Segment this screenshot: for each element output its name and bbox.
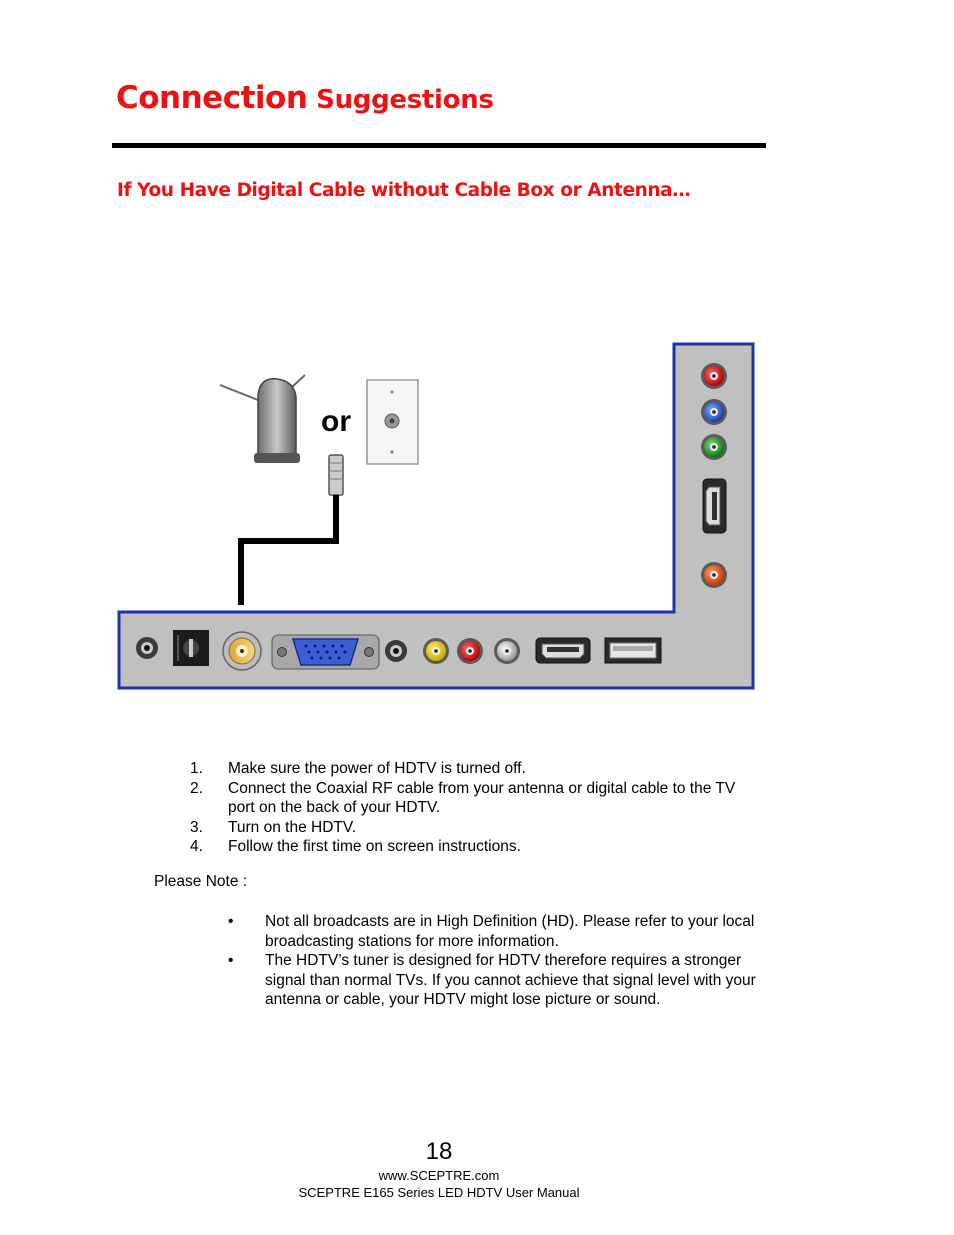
usb-port-icon: [605, 638, 661, 663]
list-item: [228, 912, 763, 951]
headphone-port-icon: [136, 637, 158, 659]
component-port-blue-icon: [701, 399, 727, 425]
connection-diagram: [110, 335, 760, 695]
step-text: Follow the first time on screen instructions.: [228, 838, 521, 855]
footer-website: www.SCEPTRE.com: [378, 1168, 500, 1183]
list-item: [190, 759, 765, 779]
or-label: or: [321, 405, 351, 438]
page-title-rest: Suggestions: [307, 85, 494, 115]
component-port-green-icon: [701, 434, 727, 460]
coax-cable: [241, 455, 343, 605]
audio-port-orange-icon: [701, 562, 727, 588]
audio-port-white-icon: [494, 638, 520, 664]
wall-plate-icon: [367, 380, 418, 464]
step-number: 3.: [190, 818, 203, 836]
footer-manual-title: SCEPTRE E165 Series LED HDTV User Manual: [298, 1185, 580, 1200]
note-label: Please Note :: [154, 873, 248, 890]
antenna-icon: [220, 375, 305, 463]
list-item: [190, 779, 765, 818]
vga-port-icon: [272, 635, 379, 669]
step-text: Connect the Coaxial RF cable from your antenna or digital cable to the TV port on the back of your HDTV.: [228, 779, 736, 816]
note-text: The HDTV’s tuner is designed for HDTV therefore requires a stronger signal than normal TVs. If you cannot achieve that signal level with your antenna or cable, your HDTV might lose picture or sound.: [265, 952, 756, 1008]
page-title: [116, 78, 494, 116]
step-number: 4.: [190, 838, 203, 855]
pc-audio-port-icon: [385, 640, 407, 662]
list-item: [190, 818, 765, 838]
power-jack-icon: [173, 630, 209, 666]
step-number: 1.: [190, 760, 203, 777]
bullet-icon: •: [228, 952, 234, 969]
section-heading: If You Have Digital Cable without Cable Box or Antenna…: [117, 180, 691, 201]
note-text: Not all broadcasts are in High Definition (HD). Please refer to your local broadcasting stations for more information.: [265, 913, 755, 950]
step-number: 2.: [190, 779, 203, 797]
component-port-red-icon: [701, 363, 727, 389]
tv-back-panel: [119, 344, 753, 688]
hdmi-port-icon: [536, 638, 590, 663]
step-text: Make sure the power of HDTV is turned off.: [228, 760, 526, 777]
video-port-yellow-icon: [423, 638, 449, 664]
hdmi-side-port-icon: [703, 479, 726, 533]
page-title-main: Connection: [116, 80, 308, 116]
instruction-list: [190, 759, 765, 857]
title-divider: [112, 143, 766, 148]
list-item: [190, 837, 765, 857]
page-number: 18: [425, 1138, 453, 1165]
audio-port-red-icon: [457, 638, 483, 664]
step-text: Turn on the HDTV.: [228, 818, 357, 836]
coax-rf-port-icon: [223, 632, 261, 670]
bullet-icon: •: [228, 913, 234, 930]
note-list: [228, 912, 763, 1010]
list-item: [228, 951, 763, 1010]
